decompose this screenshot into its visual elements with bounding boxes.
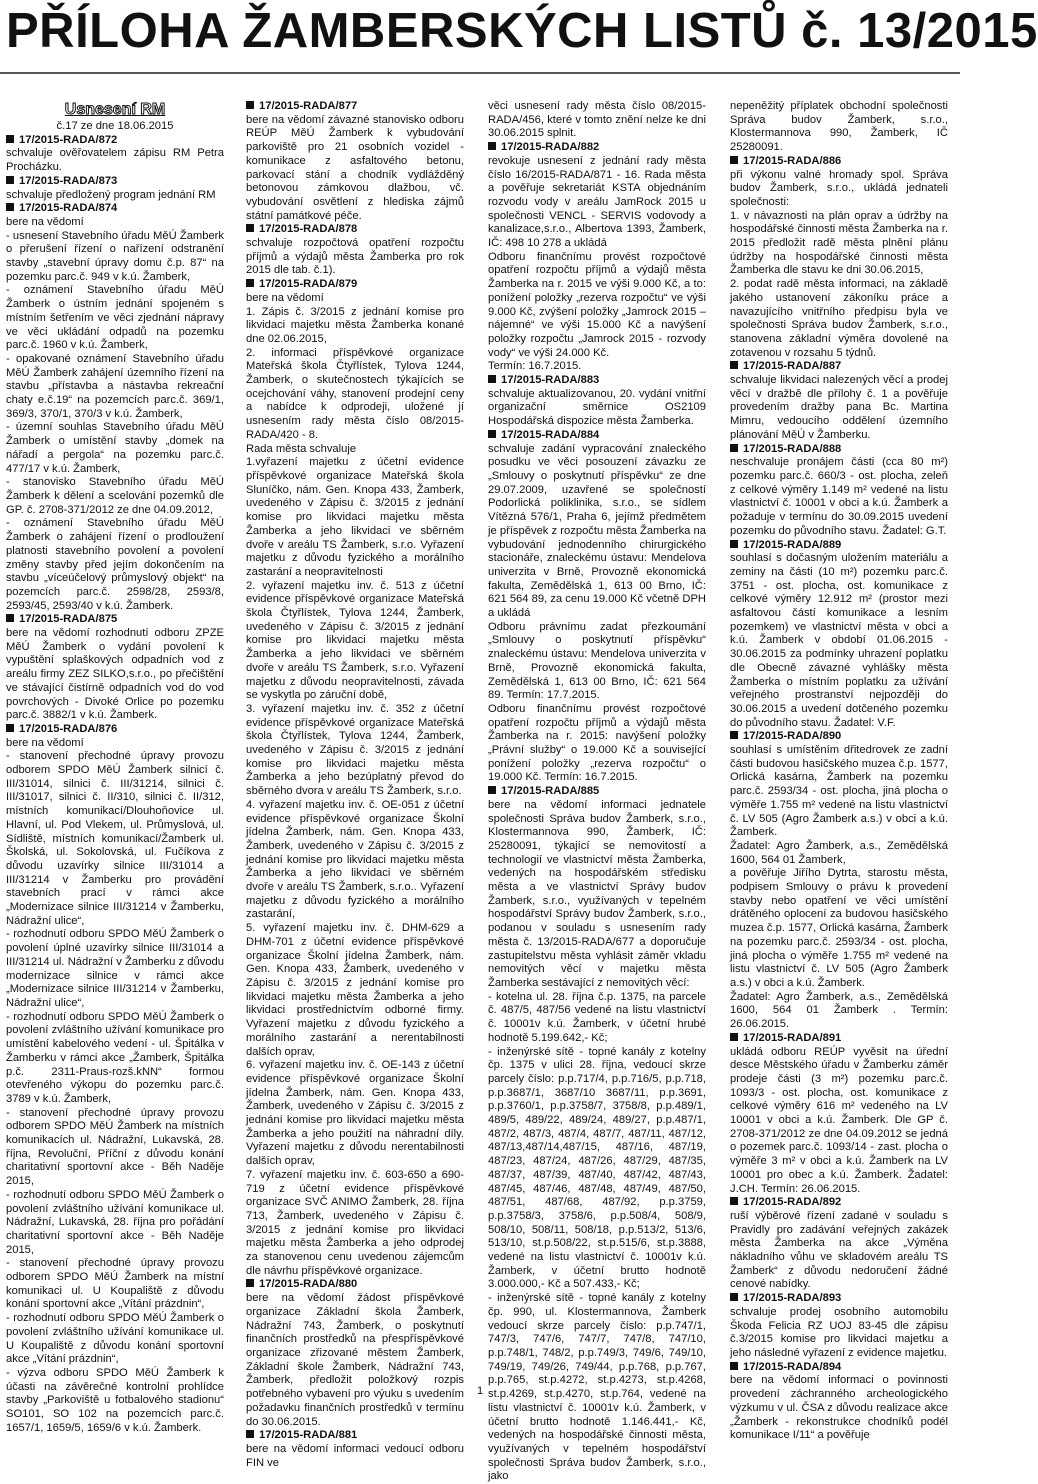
- column-2: [246, 100, 464, 1469]
- resolution-number: 17/2015-RADA/877: [246, 100, 464, 114]
- resolution-text: - výzva odboru SPDO MěÚ Žamberk k účasti na závěrečné kontrolní prohlídce stavby „Parkoviště u fotbalového stadionu“ SO101, SO 102 na pozemcích parc.č. 1657/1, 1659/5, 1659/6 v k.ú. Žamberk.: [6, 1366, 224, 1434]
- header-rule: [0, 72, 960, 74]
- resolution-number: 17/2015-RADA/886: [730, 155, 948, 169]
- page-number: 1: [476, 1385, 484, 1397]
- resolution-number: 17/2015-RADA/881: [246, 1429, 464, 1443]
- resolution-text: - stanovení přechodné úpravy provozu odborem SPDO MěÚ Žamberk na místních komunikacích ul. Nádražní, Lukavská, 28. října, Revoluční, Příční z důvodu konání charitativní sportovní akce - Běh Naděje 2015,: [6, 1106, 224, 1188]
- resolution-text: - stanovení přechodné úpravy provozu odborem SPDO MěÚ Žamberk silnicí č. III/31014, silnici č. III/31214, silnici č. III/31017, silnici č. II/310, silnici č. II/312, místních komunikací/Dlouhoňovice ul. Hlavní, ul. Pod Vlekem, ul. Průmyslová, ul. Sídliště, místních komunikací/Žamberk ul. Školská, ul. Sokolovská, ul. Fučíkova z důvodu uzavírky silnice III/31014 a III/31214 v Žamberku pro provádění stavebních prací v rámci akce „Modernizace silnice III/31214 v Žamberku, Nádražní ulice“,: [6, 750, 224, 927]
- resolution-number: 17/2015-RADA/893: [730, 1292, 948, 1306]
- resolution-text: bere na vědomí: [6, 215, 84, 228]
- resolution-number: 17/2015-RADA/873: [6, 175, 224, 189]
- resolution-text: - stanovení přechodné úpravy provozu odborem SPDO MěÚ Žamberk na místní komunikaci ul. U Koupaliště z důvodu konání sportovní akce „Vítání prázdnin“,: [6, 1257, 224, 1311]
- resolution-text: bere na vědomí: [246, 291, 324, 304]
- resolution-text: bere na vědomí rozhodnutí odboru ZPZE MěÚ Žamberk o vydání povolení k vypuštění splaškových odpadních vod z areálu firmy ZEZ SILKO,s.r.o., po přečištění ve stávající čistírně odpadních vod do vod povrchových - Divoké Orlice po pozemku parc.č. 3882/1 v k.ú. Žamberk.: [6, 627, 224, 722]
- resolution-number: 17/2015-RADA/883: [488, 374, 706, 388]
- resolution-text: bere na vědomí informaci jednatele společnosti Správa budov Žamberk, s.r.o., Klostermannova 990, Žamberk, IČ: 25280091, týkající se nemovitostí a technologií ve vlastnictví města Žamberka, vedených na hospodářském středisku města a ve vlastnictví Správy budov Žamberk, s.r.o., využívaných v tepelném hospodářství Správy budov Žamberk, s.r.o., podanou v souladu s usnesením rady města č. 13/2015-RADA/677 a doporučuje zastupitelstvu města vyhlásit záměr vkladu nemovitých věcí v majetku města Žamberka sestávající z nemovitých věcí:: [488, 798, 706, 989]
- resolution-text: - usnesení Stavebního úřadu MěÚ Žamberk o přerušení řízení o nařízení odstranění stavby „stavební úpravy domu č.p. 87“ na pozemku parc.č. 949 v k.ú. Žamberk,: [6, 229, 224, 283]
- resolution-text: - kotelna ul. 28. října č.p. 1375, na parcele č. 487/5, 487/56 vedené na listu vlastnictví č. 10001v k.ú. Žamberk, v účetní hrubé hodnotě 5.199.642,- Kč;: [488, 990, 706, 1044]
- resolution-text: Rada města schvaluje: [246, 442, 357, 455]
- resolution-text: Žadatel: Agro Žamberk, a.s., Zemědělská 1600, 564 01 Žamberk,: [730, 839, 948, 866]
- resolution-number: 17/2015-RADA/885: [488, 785, 706, 799]
- resolution-text: - oznámení Stavebního úřadu MěÚ Žamberk o ústním jednání spojeném s místním šetřením ve věci zjednání nápravy ve věci ukládání odpadů na pozemku parc.č. 1960 v k.ú. Žamberk,: [6, 284, 224, 352]
- resolution-number: 17/2015-RADA/887: [730, 360, 948, 374]
- resolution-number: 17/2015-RADA/891: [730, 1032, 948, 1046]
- resolution-text: Odboru právnímu zadat přezkoumání „Smlouvy o poskytnutí příspěvku“ znaleckému ústavu: Mendelova univerzita v Brně, Provozně ekonomická fakulta, Zemědělská 1, 613 00 Brno, IČ: 621 564 89. Termín: 17.7.2015.: [488, 620, 706, 702]
- resolution-text: schvaluje předložený program jednání RM: [6, 188, 216, 201]
- resolution-text: Žadatel: Agro Žamberk, a.s., Zemědělská 1600, 564 01 Žamberk . Termín: 26.06.2015.: [730, 990, 948, 1031]
- resolution-text: souhlasí s umístěním dřitedrovek ze zadní části budovou hasičského muzea č.p. 1577, Orlická kasárna, Žamberk na pozemku parc.č. 2593/34 - ost. plocha, jiná plocha o výměře 1.755 m² vedené na listu vlastnictví č. LV 505 (Agro Žamberk a.s.) v obci a k.ú. Žamberk.: [730, 744, 948, 839]
- resolution-text: a pověřuje Jiřího Dytrta, starostu města, podpisem Smlouvy o právu k provedení stavby nebo opatření ve věci umístění drátěného oplocení za budovou hasičského muzea č.p. 1577, Orlická kasárna, Žamberk na pozemku parc.č. 2593/34 - ost. plocha, jiná plocha o výměře 1.755 m² vedené na listu vlastnictví č. LV 505 (Agro Žamberk a.s.) v obci a k.ú. Žamberk.: [730, 867, 948, 989]
- resolution-text: - oznámení Stavebního úřadu MěÚ Žamberk o zahájení řízení o prodloužení platnosti stavebního povolení a povolení změny stavby před jejím dokončením na stavbu „víceúčelový průmyslový objekt“ na pozemcích parc.č. 2598/28, 2593/8, 2593/45, 2593/40 v k.ú. Žamberk.: [6, 517, 224, 612]
- resolution-text: bere na vědomí žádost příspěvkové organizace Základní škola Žamberk, Nádražní 743, Žamberk, o poskytnutí finančních prostředků na přespříspěvkové organizace zřizované městem Žamberk, Základní škole Žamberk, Nádražní 743, Žamberk, předložit položkový rozpis potřebného vybavení pro výuku s uvedením požadavku finančních prostředků v termínu do 30.06.2015.: [246, 1292, 464, 1428]
- resolution-text: 3. vyřazení majetku inv. č. 352 z účetní evidence příspěvkové organizace Mateřská škola Čtyřlístek, Tylova 1244, Žamberk, uvedeného v Zápisu č. 3/2015 z jednání komise pro likvidaci majetku města Žamberka a jeho bezúplatný převod do sběrného dvora v areálu TS Žamberk, s.r.o.: [246, 702, 464, 798]
- resolution-text: 2. vyřazení majetku inv. č. 513 z účetní evidence příspěvkové organizace Mateřská škola Čtyřlístek, Tylova 1244, Žamberk, uvedeného v Zápisu č. 3/2015 z jednání komise pro likvidaci majetku města Žamberka a jeho likvidaci ve sběrném dvoře v areálu TS Žamberk, s.r.o. Vyřazení majetku z důvodu neopravitelnosti, závada se vyskytla po záruční době,: [246, 579, 464, 702]
- resolution-text: schvaluje zadání vypracování znaleckého posudku ve věci posouzení závazku ze „Smlouvy o poskytnutí příspěvku“ ze dne 29.07.2009, uzavřené se společností Podorlická poliklinika, s.r.o., se sídlem Vítězná 576/1, Praha 6, jejímž předmětem je příspěvek z rozpočtu města Žamberka na vybudování jednodenního chirurgického stacionáře, znaleckému ústavu: Mendelova univerzita v Brně, Provozně ekonomická fakulta, Zemědělská 1, 613 00 Brno, IČ: 621 564 89, za cenu 19.000 Kč včetně DPH a ukládá: [488, 442, 706, 620]
- resolution-number: 17/2015-RADA/880: [246, 1278, 464, 1292]
- resolution-text: 7. vyřazení majetku inv. č. 603-650 a 690-719 z účetní evidence příspěvkové organizace SVČ ANIMO Žamberk, 28. října 713, Žamberk, uvedeného v Zápisu č. 3/2015 z jednání komise pro likvidaci majetku města Žamberka a jeho odprodej za stanovenou cenu uvedenou zájemcům dle návrhu příspěvkové organizace.: [246, 1168, 464, 1277]
- resolution-text: ukládá odboru REÚP vyvěsit na úřední desce Městského úřadu v Žamberku záměr prodeje části (3 m²) pozemku parc.č. 1093/3 - ost. plocha, ost. komunikace z celkové výměry 616 m² vedeného na LV 10001 v obci a k.ú. Žamberk. Dle GP č. 2708-371/2012 ze dne 04.09.2012 se jedná o pozemek parc.č. 1093/14 - zast. plocha o výměře 3 m² v obci a k.ú. Žamberk na LV 10001 pro obec a k.ú. Žamberk. Žadatel: J.CH. Termín: 26.06.2015.: [730, 1045, 948, 1195]
- resolution-text: Termín: 16.7.2015.: [488, 360, 582, 373]
- resolution-text: 1. v návaznosti na plán oprav a údržby na hospodářské činnosti města Žamberka na r. 2015 předložit radě města plnění plánu údržby na hospodářské činnosti města Žamberka dle stavu ke dni 30.06.2015,: [730, 209, 948, 277]
- resolution-text: - inženýrské sítě - topné kanály z kotelny čp. 1375 v ulici 28. října, vedoucí skrze parcely číslo: p.p.717/4, p.p.716/5, p.p.718, p.p.3687/1, 3687/10 3687/11, p.p.3691, p.p.3760/1, p.p.3758/7, 3758/8, p.p.489/1, 489/5, 489/22, 489/24, 489/27, p.p.487/1, 487/2, 487/3, 487/4, 487/7, 487/11, 487/12, 487/13,487/14,487/15, 487/16, 487/19, 487/23, 487/24, 487/26, 487/29, 487/35, 487/37, 487/39, 487/40, 487/42, 487/43, 487/45, 487/46, 487/48, 487/49, 487/50, 487/51, 487/68, 487/92, p.p.3759, p.p.3758/3, 3758/6, p.p.508/4, 508/9, 508/10, 508/11, 508/18, p.p.513/2, 513/6, 513/10, st.p.508/22, st.p.515/6, st.p.3888, vedené na listu vlastnictví č. 10001v k.ú. Žamberk, v účetní brutto hodnotě 3.000.000,- Kč a 507.433,- Kč;: [488, 1045, 706, 1291]
- resolution-text: schvaluje ověřovatelem zápisu RM Petra Procházku.: [6, 147, 224, 174]
- resolution-text: souhlasí s dočasným uložením materiálu a zeminy na části (10 m²) pozemku parc.č. 3751 - ost. plocha, ost. komunikace z celkové výměry 12.912 m² (prostor mezi asfaltovou částí komunikace a lesním pozemkem) ve vlastnictví města v obci a k.ú. Žamberk v období 01.06.2015 - 30.06.2015 za podmínky uhrazení poplatku dle Obecně závazné vyhlášky města Žamberka o místním poplatku za užívání veřejného prostranství nejpozději do 30.06.2015 a uvedení dotčeného pozemku do původního stavu. Žadatel: V.F.: [730, 552, 948, 729]
- resolution-text: - opakované oznámení Stavebního úřadu MěÚ Žamberk zahájení územního řízení na stavbu „přístavba a nástavba rekreační chaty e.č.19“ na pozemcích parc.č. 369/1, 369/3, 370/1, 370/3 v k.ú. Žamberk,: [6, 352, 224, 420]
- resolution-text: - stanovisko Stavebního úřadu MěÚ Žamberk k dělení a scelování pozemků dle GP. č. 2708-371/2012 ze dne 04.09.2012,: [6, 476, 224, 516]
- resolution-text: 5. vyřazení majetku inv. č. DHM-629 a DHM-701 z účetní evidence příspěvkové organizace Školní jídelna Žamberk, nám. Gen. Knopa 433, Žamberk, uvedeného v Zápisu č. 3/2015 z jednání komise pro likvidaci majetku města Žamberka a jeho likvidaci prostřednictvím odborné firmy. Vyřazení majetku z důvodu fyzického a morálního zastarání a nerentabilnosti dalších oprav,: [246, 922, 464, 1058]
- resolution-text: bere na vědomí informaci o povinnosti provedení záchranného archeologického výzkumu v ul. ČSA z důvodu realizace akce „Žamberk - rekonstrukce chodníků podél komunikace I/11“ a pověřuje: [730, 1374, 948, 1442]
- resolution-text: - rozhodnutí odboru SPDO MěÚ Žamberk o povolení úplné uzavírky silnice III/31014 a III/31214 ul. Nádražní v Žamberku z důvodu modernizace silnice v rámci akce „Modernizace silnice III/31214 v Žamberku, Nádražní ulice“,: [6, 928, 224, 1009]
- resolution-text: bere na vědomí informaci vedoucí odboru FIN ve: [246, 1442, 464, 1469]
- resolution-text: 2. podat radě města informaci, na základě jakého ustanovení zákoníku práce a navazujícího vnitřního předpisu byla ve společnosti Správa budov Žamberk, s.r.o., stanovena základní výměra dovolené na zotavenou v rozsahu 5 týdnů.: [730, 278, 948, 359]
- resolution-text: - územní souhlas Stavebního úřadu MěÚ Žamberk o umístění stavby „domek na nářadí a pergola“ na pozemku parc.č. 477/17 v k.ú. Žamberk,: [6, 421, 224, 475]
- resolution-text: bere na vědomí: [6, 736, 84, 749]
- resolution-text: - rozhodnutí odboru SPDO MěÚ Žamberk o povolení zvláštního užívání komunikace ul. U Koupaliště z důvodu konání sportovní akce „Vítání prázdnin“,: [6, 1312, 224, 1366]
- resolution-text: neschvaluje pronájem části (cca 80 m²) pozemku parc.č. 660/3 - ost. plocha, zeleň z celkové výměry 1.149 m² vedené na listu vlastnictví č. 10001 v obci a k.ú. Žamberk a požaduje v termínu do 30.09.2015 uvedení pozemku do původního stavu. Žadatel: G.T.: [730, 456, 948, 537]
- resolution-number: 17/2015-RADA/890: [730, 730, 948, 744]
- resolution-text: 1. Zápis č. 3/2015 z jednání komise pro likvidaci majetku města Žamberka konané dne 02.06.2015,: [246, 305, 464, 345]
- resolution-text: schvaluje rozpočtová opatření rozpočtu příjmů a výdajů města Žamberka pro rok 2015 dle tab. č.1).: [246, 237, 464, 277]
- resolution-text: - rozhodnutí odboru SPDO MěÚ Žamberk o povolení zvláštního užívání komunikace ul. Nádražní, Lukavská, 28. října pro pořádání charitativní sportovní akce - Běh Naděje 2015,: [6, 1188, 224, 1256]
- resolution-number: 17/2015-RADA/878: [246, 223, 464, 237]
- resolution-text: Odboru finančnímu provést rozpočtové opatření rozpočtu příjmů a výdajů města Žamberka na r. 2015: navýšení položky „Právní služby“ o 19.000 Kč a související ponížení položky „rezerva rozpočtu“ o 19.000 Kč. Termín: 16.7.2015.: [488, 702, 706, 784]
- resolution-number: 17/2015-RADA/876: [6, 723, 224, 737]
- resolution-text: při výkonu valné hromady spol. Správa budov Žamberk, s.r.o., ukládá jednateli společnosti:: [730, 168, 948, 208]
- resolution-text: věci usnesení rady města číslo 08/2015-RADA/456, které v tomto znění nelze ke dni 30.06.2015 splnit.: [488, 100, 706, 140]
- resolution-text: - rozhodnutí odboru SPDO MěÚ Žamberk o povolení zvláštního užívání komunikace pro umístění kabelového vedení - ul. Špitálka v Žamberku v rámci akce „Žamberk, Špitálka p.č. 2311-Praus-rozš.kNN“ formou otevřeného výkopu do pozemku parc.č. 3789 v k.ú. Žamberk,: [6, 1010, 224, 1105]
- section-date: č.17 ze dne 18.06.2015: [56, 120, 174, 132]
- resolution-text: schvaluje aktualizovanou, 20. vydání vnitřní organizační směrnice OS2109 Hospodářská dispozice města Žamberka.: [488, 387, 706, 428]
- resolution-text: 2. informaci příspěvkové organizace Mateřská škola Čtyřlístek, Tylova 1244, Žamberk, o skutečnostech týkajících se ocejchování váhy, stanovení prodejní ceny a nabídce k odprodeji, uložené jí usnesením rady města číslo 08/2015-RADA/420 - 8.: [246, 346, 464, 441]
- resolution-number: 17/2015-RADA/888: [730, 443, 948, 457]
- resolution-number: 17/2015-RADA/874: [6, 202, 224, 216]
- resolution-number: 17/2015-RADA/872: [6, 134, 224, 148]
- resolution-number: 17/2015-RADA/889: [730, 539, 948, 553]
- resolution-text: schvaluje prodej osobního automobilu Škoda Felicia RZ UOJ 83-45 dle zápisu č.3/2015 komise pro likvidaci majetku a jeho následné vyřazení z evidence majetku.: [730, 1305, 948, 1359]
- resolution-number: 17/2015-RADA/892: [730, 1196, 948, 1210]
- resolution-text: 1.vyřazení majetku z účetní evidence příspěvkové organizace Mateřská škola Sluníčko, nám. Gen. Knopa 433, Žamberk, uvedeného v Zápisu č. 3/2015 z jednání komise pro likvidaci majetku města Žamberka a jeho likvidaci ve sběrném dvoře v areálu TS Žamberk, s.r.o. Vyřazení majetku z důvodu fyzického a morálního zastarání a neopravitelnosti: [246, 456, 464, 578]
- page-title: PŘÍLOHA ŽAMBERSKÝCH LISTŮ č. 13/2015: [6, 4, 1038, 58]
- resolution-number: 17/2015-RADA/894: [730, 1361, 948, 1375]
- resolution-text: schvaluje likvidaci nalezených věcí a prodej věcí v dražbě dle přílohy č. 1 a pověřuje provedením dražby pana Bc. Martina Mimru, vedoucího oddělení územního plánování MěÚ v Žamberku.: [730, 374, 948, 441]
- resolution-text: revokuje usnesení z jednání rady města číslo 16/2015-RADA/871 - 16. Rada města a pověřuje sekretariát KSTA objednáním rozvodu vody v areálu JamRock 2015 u společnosti VENCL - SERVIS vodovody a kanalizace,s.r.o., Albertova 1393, Žamberk, IČ: 498 10 278 a ukládá: [488, 154, 706, 250]
- resolution-number: 17/2015-RADA/879: [246, 278, 464, 292]
- resolution-text: bere na vědomí závazné stanovisko odboru REÚP MěÚ Žamberk k vybudování parkoviště pro 21 osobních vozidel - komunikace z asfaltového betonu, parkovací stání a chodník vydlážděný betonovou zámkovou dlažbou, vč. vybudování osvětlení z hlediska zájmů státní památkové péče.: [246, 113, 464, 222]
- section-heading: Usnesení RM: [64, 101, 166, 118]
- column-3: [488, 100, 706, 1483]
- column-4: [730, 100, 948, 1442]
- resolution-number: 17/2015-RADA/882: [488, 141, 706, 155]
- resolution-text: 4. vyřazení majetku inv. č. OE-051 z účetní evidence příspěvkové organizace Školní jídelna Žamberk, nám. Gen. Knopa 433, Žamberk, uvedeného v Zápisu č. 3/2015 z jednání komise pro likvidaci majetku města Žamberka a jeho likvidaci ve sběrném dvoře v areálu TS Žamberk, s.r.o.. Vyřazení majetku z důvodu fyzického a morálního zastarání,: [246, 798, 464, 921]
- resolution-text: 6. vyřazení majetku inv. č. OE-143 z účetní evidence příspěvkové organizace Školní jídelna Žamberk, nám. Gen. Knopa 433, Žamberk, uvedeného v Zápisu č. 3/2015 z jednání komise pro likvidaci majetku města Žamberka a jeho použití na náhradní díly. Vyřazení majetku z důvodu nerentabilnosti dalších oprav,: [246, 1059, 464, 1168]
- column-1: [6, 100, 224, 1434]
- resolution-text: nepeněžitý příplatek obchodní společnosti Správa budov Žamberk, s.r.o., Klostermannova 990, Žamberk, IČ 25280091.: [730, 100, 948, 154]
- resolution-text: Odboru finančnímu provést rozpočtové opatření rozpočtu příjmů a výdajů města Žamberka na r. 2015 ve výši 9.000 Kč, a to: ponížení položky „rezerva rozpočtu“ ve výši 9.000 Kč, zvýšení položky „Jamrock 2015 – nájemné“ ve výši 15.000 Kč a navýšení položky rozpočtu „Jamrock 2015 - rozvody vody“ ve výši 24.000 Kč.: [488, 250, 706, 359]
- resolution-number: 17/2015-RADA/884: [488, 429, 706, 443]
- resolution-text: ruší výběrové řízení zadané v souladu s Pravidly pro zadávání veřejných zakázek města Žamberka na akce „Výměna nákladního vůhu ve skladovém areálu TS Žamberk“ z důvodu nedoručení žádné cenové nabídky.: [730, 1209, 948, 1291]
- resolution-text: - inženýrské sítě - topné kanály z kotelny čp. 990, ul. Klostermannova, Žamberk vedoucí skrze parcely číslo: p.p.747/1, 747/3, 747/6, 747/7, 747/8, 747/10, p.p.748/1, 748/2, p.p.749/3, 749/6, 749/10, 749/19, 749/26, 749/44, p.p.768, p.p.767, p.p.765, st.p.4272, st.p.4273, st.p.4268, st.p.4269, st.p.4270, st.p.764, vedené na listu vlastnictví č. 10001v k.ú. Žamberk, v účetní brutto hodnotě 1.146.441,- Kč, vedených na hospodářské činnosti města, využívaných v tepelném hospodářství společnosti Správa budov Žamberk, s.r.o., jako: [488, 1292, 706, 1483]
- resolution-number: 17/2015-RADA/875: [6, 613, 224, 627]
